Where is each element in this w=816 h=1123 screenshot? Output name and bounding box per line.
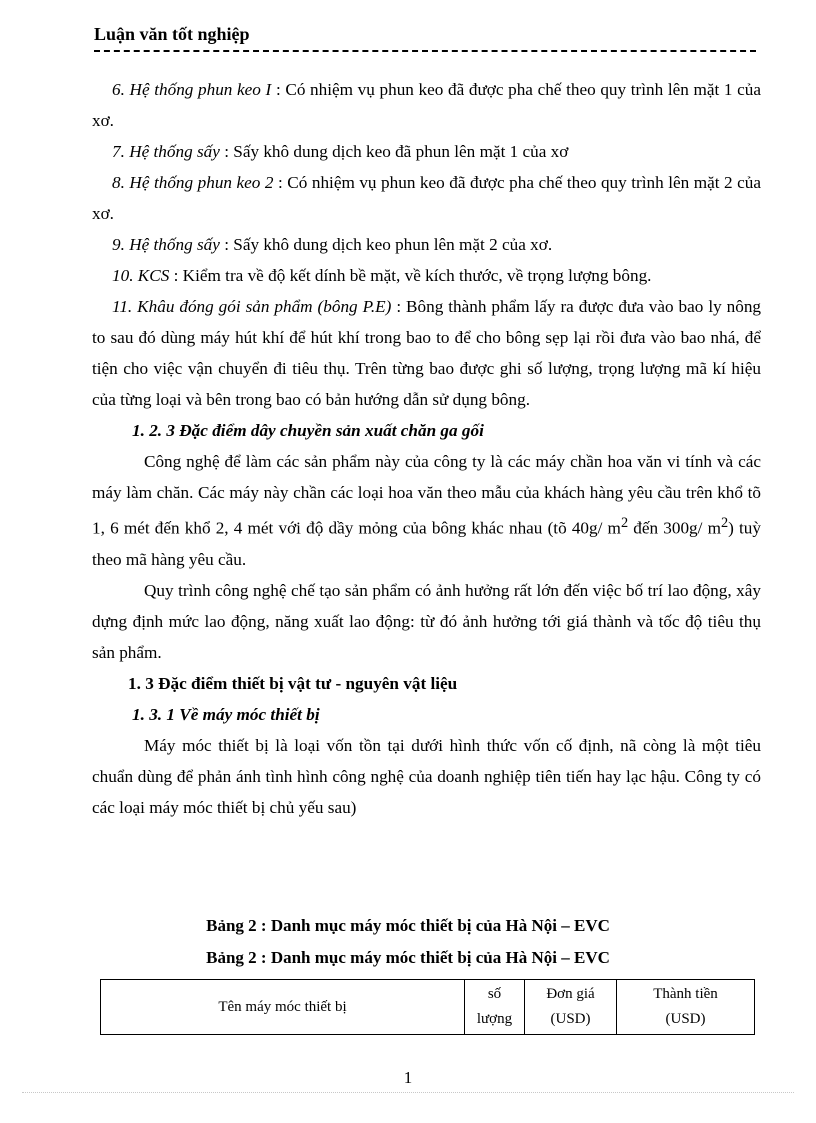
list-item: 10. KCS : Kiểm tra về độ kết dính bề mặt, về kích thước, về trọng lượng bông.: [112, 266, 652, 285]
table-header-row: [101, 980, 755, 1035]
list-item: 11. Khâu đóng gói sản phẩm (bông P.E) : Bông thành phẩm lấy ra được đưa vào bao ly nông to sau đó dùng máy hút khí để hút khí trong bao to để cho bông sẹp lại rồi đưa vào bao nhá, để tiện cho việc vận chuyển đi tiêu thụ. Trên từng bao được ghi số lượng, trọng lượng mã kí hiệu của từng loại và bên trong bao có bản hướng dẫn sử dụng bông.: [92, 297, 762, 409]
section-subheading-131: 1. 3. 1 Về máy móc thiết bị: [132, 704, 320, 724]
document-header-title: Luận văn tốt nghiệp: [94, 24, 250, 44]
list-item: 8. Hệ thống phun keo 2 : Có nhiệm vụ phun keo đã được pha chế theo quy trình lên mặt 2 của xơ.: [92, 173, 761, 223]
paragraph: Máy móc thiết bị là loại vốn tồn tại dưới hình thức vốn cố định, nã còng là một tiêu chuẩn dùng để phản ánh tình hình công nghệ của doanh nghiệp tiên tiến hay lạc hậu. Công ty có các loại máy móc thiết bị chủ yếu sau): [92, 735, 761, 817]
list-item: 7. Hệ thống sấy : Sấy khô dung dịch keo đã phun lên mặt 1 của xơ: [112, 142, 569, 161]
page-number: 1: [403, 1068, 413, 1087]
list-item: 6. Hệ thống phun keo I : Có nhiệm vụ phun keo đã được pha chế theo quy trình lên mặt 1 của xơ.: [92, 80, 762, 130]
header-quantity: số lượng: [465, 980, 525, 1035]
section-heading-13: 1. 3 Đặc điểm thiết bị vật tư - nguyên vật liệu: [128, 673, 458, 693]
table-caption: Bảng 2 : Danh mục máy móc thiết bị của Hà Nội – EVC: [206, 948, 610, 967]
paragraph: Công nghệ để làm các sản phẩm này của công ty là các máy chần hoa văn vi tính và các máy làm chăn. Các máy này chần các loại hoa văn theo mẫu của khách hàng yêu cầu trên khổ tõ 1, 6 mét đến khổ 2, 4 mét với độ dầy mỏng của bông khác nhau (tõ 40g/ $m^2$ đến 300g/ $m^2$) tuỳ theo mã hàng yêu cầu.: [92, 452, 761, 569]
page-bottom-divider: [22, 1092, 794, 1093]
header-unit-price: Đơn giá (USD): [525, 980, 617, 1035]
equipment-table: [100, 979, 755, 1035]
paragraph: Quy trình công nghệ chế tạo sản phẩm có ảnh hưởng rất lớn đến việc bố trí lao động, xây dựng định mức lao động, năng xuất lao động: từ đó ảnh hưởng tới giá thành và tốc độ tiêu thụ sản phẩm.: [92, 580, 761, 662]
header-divider: [94, 50, 756, 52]
table-caption: Bảng 2 : Danh mục máy móc thiết bị của Hà Nội – EVC: [206, 916, 610, 935]
document-body: [92, 74, 761, 823]
list-item: 9. Hệ thống sấy : Sấy khô dung dịch keo phun lên mặt 2 của xơ.: [112, 235, 553, 254]
header-equipment-name: Tên máy móc thiết bị: [101, 980, 465, 1035]
header-total: Thành tiền (USD): [617, 980, 755, 1035]
section-heading-123: 1. 2. 3 Đặc điểm dây chuyền sản xuất chăn ga gối: [132, 421, 484, 440]
